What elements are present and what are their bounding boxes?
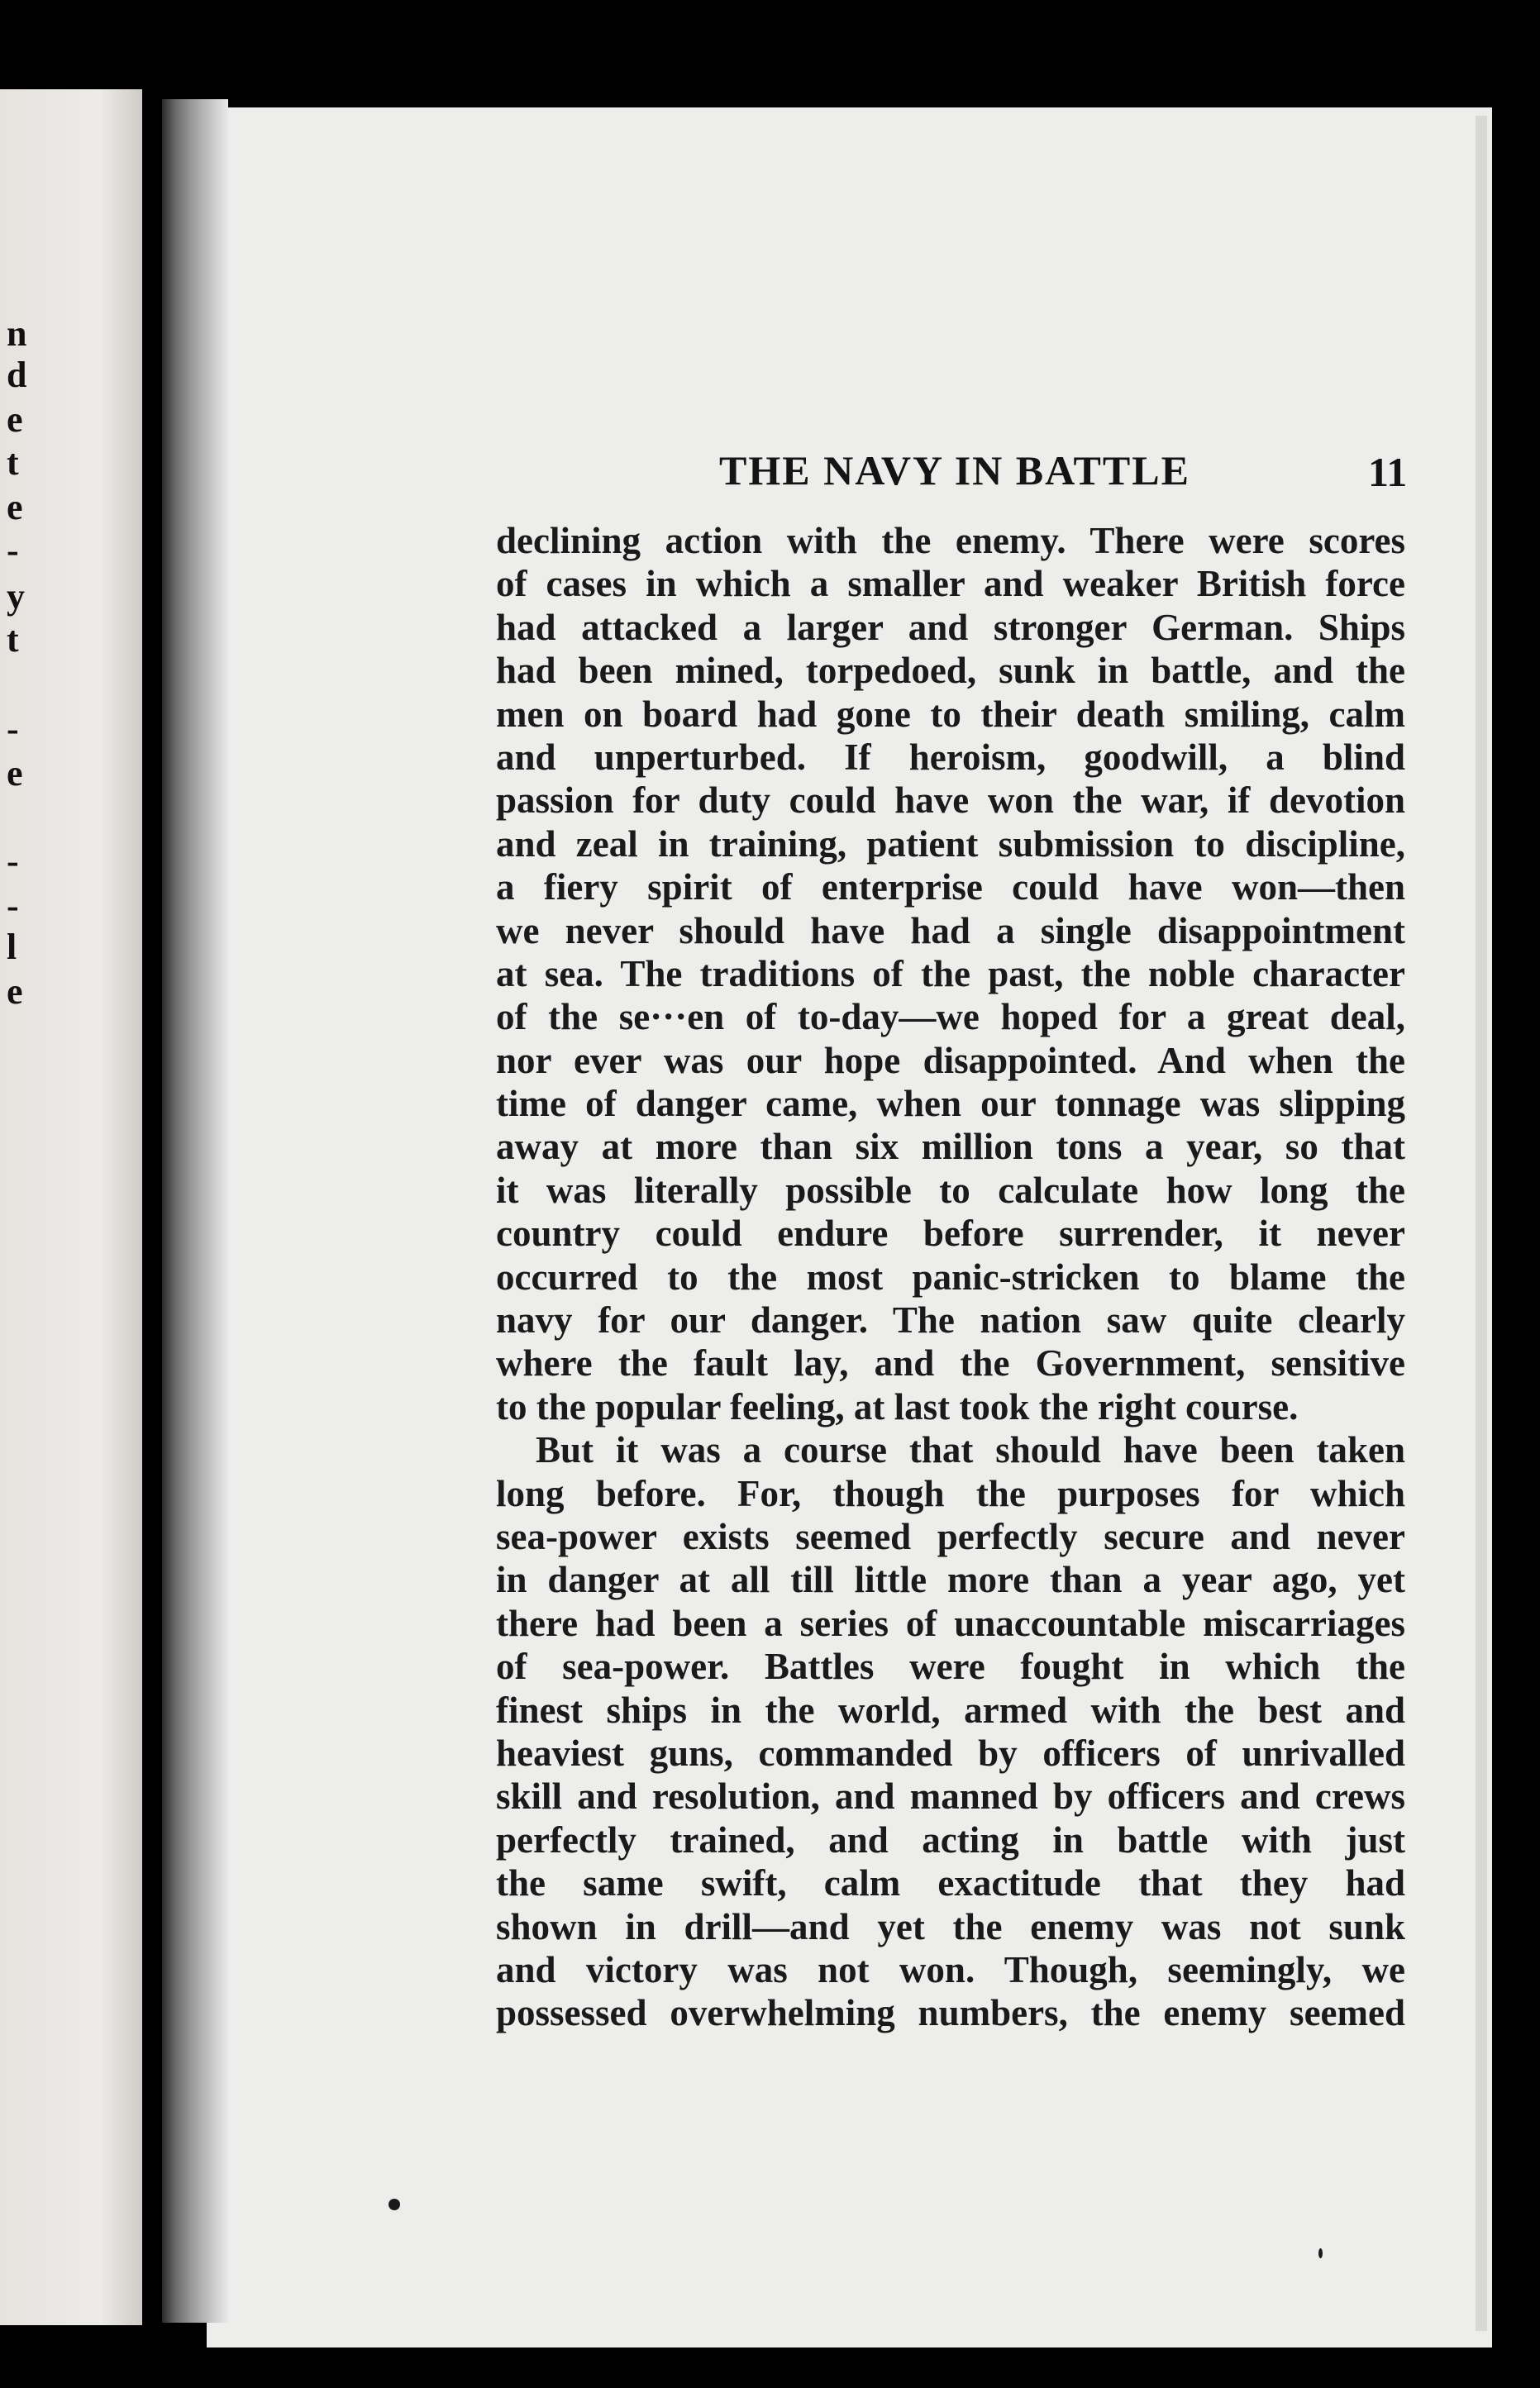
text-line: to the popular feeling, at last took the right course. bbox=[496, 1385, 1299, 1428]
text-line: where the fault lay, and the Government, sensitive bbox=[496, 1342, 1405, 1385]
ink-speck bbox=[389, 2199, 400, 2210]
binding-gutter bbox=[162, 99, 228, 2323]
text-line: and unperturbed. If heroism, goodwill, a blind bbox=[496, 736, 1405, 778]
text-line: occurred to the most panic-stricken to blame the bbox=[496, 1256, 1405, 1298]
text-line: But it was a course that should have been taken bbox=[536, 1429, 1405, 1471]
text-line: perfectly trained, and acting in battle with just bbox=[496, 1818, 1405, 1861]
previous-page-fragment: y bbox=[7, 576, 25, 617]
previous-page-edge bbox=[0, 89, 142, 2325]
text-line: had been mined, torpedoed, sunk in battle, and the bbox=[496, 650, 1405, 692]
previous-page-fragment: e bbox=[7, 487, 23, 527]
text-line: finest ships in the world, armed with the best and bbox=[496, 1689, 1405, 1731]
text-line: passion for duty could have won the war, if devotion bbox=[496, 779, 1405, 822]
book-page bbox=[207, 107, 1492, 2347]
text-line: at sea. The traditions of the past, the noble character bbox=[496, 952, 1405, 994]
page-number: 11 bbox=[1368, 449, 1408, 495]
text-line: and victory was not won. Though, seemingly, we bbox=[496, 1948, 1405, 1990]
previous-page-fragment: e bbox=[7, 753, 23, 794]
text-line: in danger at all till little more than a year ago, yet bbox=[496, 1559, 1405, 1601]
text-line: navy for our danger. The nation saw quite clearly bbox=[496, 1299, 1405, 1342]
text-line: of the se···en of to-day—we hoped for a great deal, bbox=[496, 996, 1405, 1038]
text-line: long before. For, though the purposes for which bbox=[496, 1472, 1405, 1514]
text-line: declining action with the enemy. There were scores bbox=[496, 520, 1405, 561]
text-line: it was literally possible to calculate how long the bbox=[496, 1169, 1405, 1211]
text-line: sea-power exists seemed perfectly secure and never bbox=[496, 1515, 1405, 1557]
text-line: the same swift, calm exactitude that they had bbox=[496, 1862, 1405, 1904]
previous-page-fragment: t bbox=[7, 442, 19, 483]
text-line: we never should have had a single disappointment bbox=[496, 909, 1405, 951]
text-line: and zeal in training, patient submission to discipline, bbox=[496, 822, 1405, 865]
previous-page-fragment: - bbox=[7, 841, 19, 881]
previous-page-fragment: l bbox=[7, 927, 17, 967]
body-text bbox=[496, 519, 1405, 2035]
previous-page-fragment: - bbox=[7, 708, 19, 749]
previous-page-fragment: d bbox=[7, 355, 27, 395]
text-line: away at more than six million tons a year, so that bbox=[496, 1126, 1405, 1168]
text-line: possessed overwhelming numbers, the enemy seemed bbox=[496, 1992, 1405, 2034]
text-line: of sea-power. Battles were fought in which the bbox=[496, 1646, 1405, 1688]
previous-page-fragment: e bbox=[7, 971, 23, 1012]
text-line: a fiery spirit of enterprise could have won—then bbox=[496, 866, 1405, 908]
text-line: had attacked a larger and stronger German. Ships bbox=[496, 606, 1405, 648]
previous-page-fragment: n bbox=[7, 313, 27, 354]
text-line: shown in drill—and yet the enemy was not sunk bbox=[496, 1905, 1405, 1947]
running-head-title: THE NAVY IN BATTLE bbox=[719, 447, 1190, 493]
previous-page-fragment: - bbox=[7, 530, 19, 570]
text-line: country could endure before surrender, it never bbox=[496, 1213, 1405, 1255]
text-line: men on board had gone to their death smiling, calm bbox=[496, 693, 1405, 735]
previous-page-fragment: e bbox=[7, 399, 23, 440]
text-line: skill and resolution, and manned by officers and crews bbox=[496, 1776, 1405, 1818]
text-line: nor ever was our hope disappointed. And when the bbox=[496, 1039, 1405, 1081]
previous-page-fragment: - bbox=[7, 885, 19, 926]
text-line: there had been a series of unaccountable miscarriages bbox=[496, 1602, 1405, 1644]
running-head bbox=[207, 446, 1492, 504]
text-line: of cases in which a smaller and weaker British force bbox=[496, 563, 1405, 605]
page-edge-shadow bbox=[1476, 116, 1487, 2331]
text-line: time of danger came, when our tonnage was slipping bbox=[496, 1083, 1405, 1125]
text-line: heaviest guns, commanded by officers of unrivalled bbox=[496, 1732, 1405, 1774]
ink-speck bbox=[1318, 2248, 1323, 2258]
previous-page-fragment: t bbox=[7, 619, 19, 660]
